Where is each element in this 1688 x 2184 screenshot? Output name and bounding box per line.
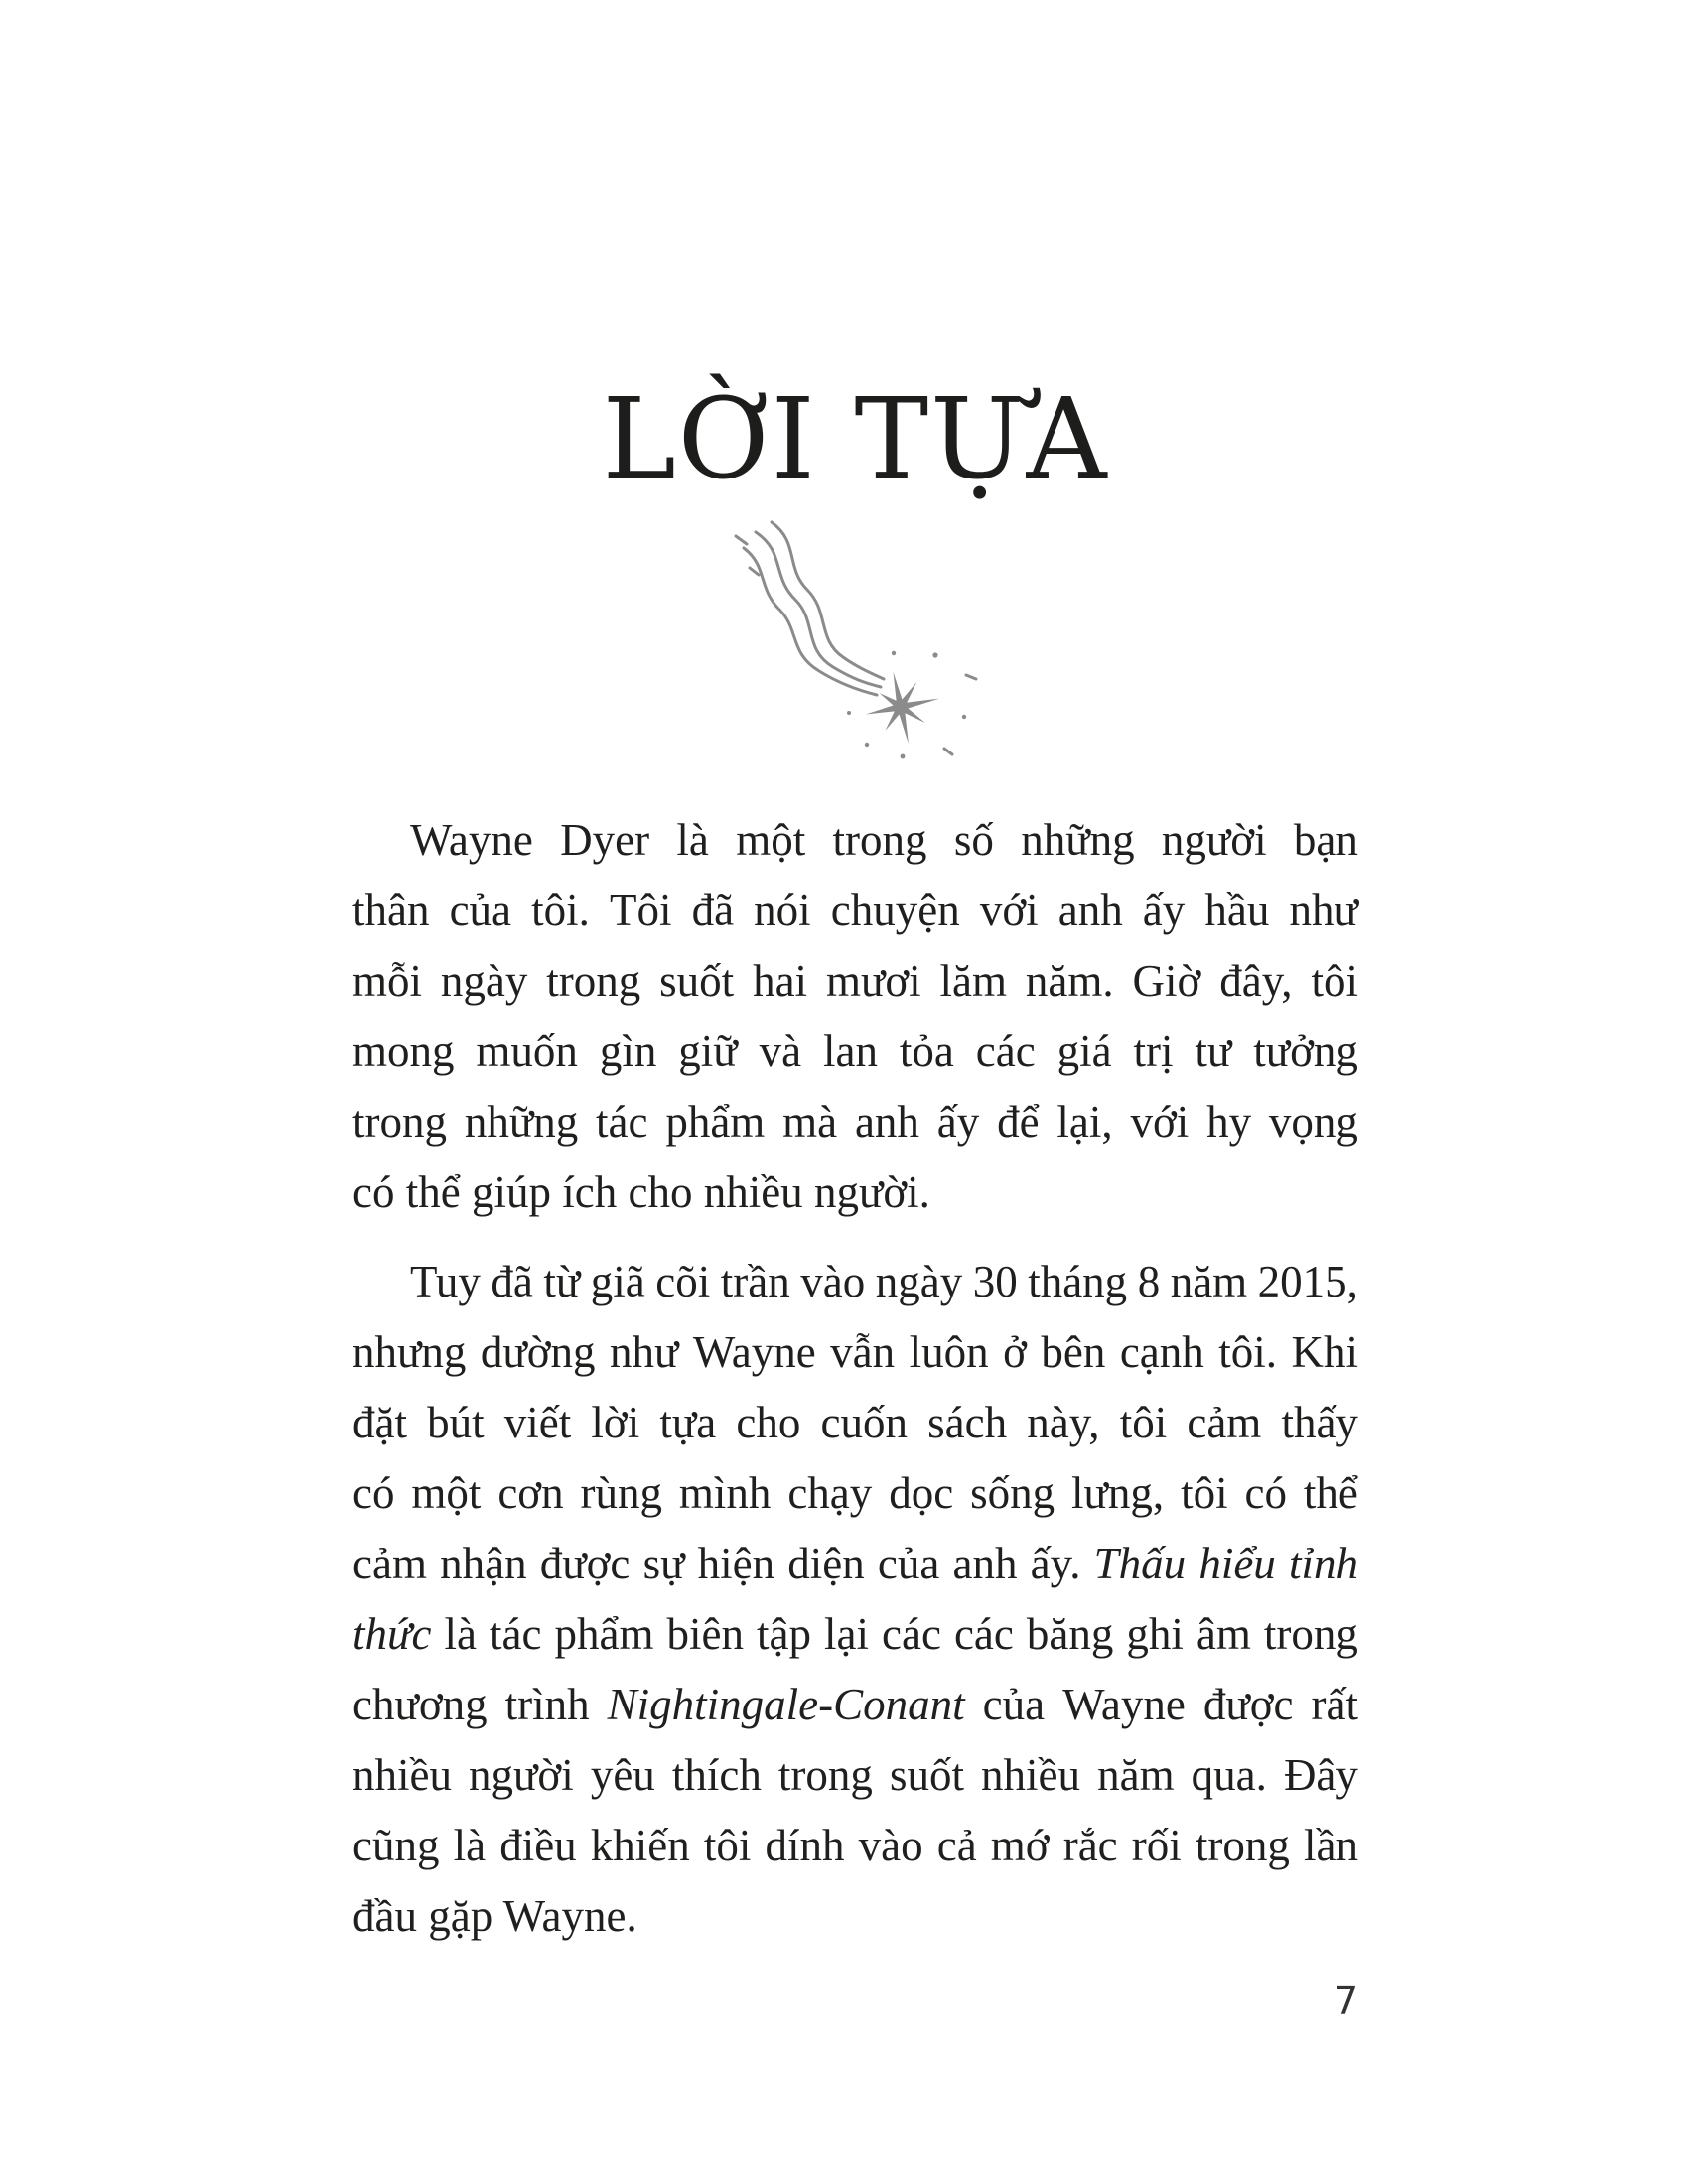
word: cho (736, 1398, 801, 1447)
text-line (352, 1529, 1358, 1599)
word: trong (546, 956, 641, 1006)
word: cạnh (1119, 1327, 1204, 1377)
word: lại (824, 1609, 869, 1659)
word: ích (562, 1167, 618, 1217)
word: qua. (1191, 1750, 1267, 1800)
word: rất (1311, 1680, 1358, 1729)
word: trong (1263, 1609, 1358, 1659)
word: diện (787, 1539, 865, 1588)
word: phẩm (554, 1609, 654, 1659)
word: tập (757, 1609, 811, 1659)
word: vọng (1268, 1097, 1358, 1147)
word: trong (777, 1750, 873, 1800)
star-sparkle-dot (932, 652, 937, 657)
word: bút (427, 1398, 485, 1447)
text-line (352, 1811, 1358, 1881)
word: Đây (1283, 1750, 1358, 1800)
word: với (979, 886, 1039, 935)
word: một (411, 1468, 482, 1518)
word: mươi (825, 956, 921, 1006)
word: trong (352, 1097, 447, 1147)
word: các (882, 1609, 941, 1659)
word: những (1021, 815, 1135, 865)
word: để (997, 1097, 1040, 1147)
star-sparkle-dot (900, 754, 905, 759)
word: cảm (1187, 1398, 1262, 1447)
word: nhiều (981, 1750, 1081, 1800)
word: thức (352, 1609, 432, 1659)
word: tôi. (531, 886, 590, 935)
text-line (352, 1087, 1358, 1158)
word: hai (753, 956, 808, 1006)
word: như (1289, 886, 1358, 935)
word: của (982, 1680, 1046, 1729)
shooting-star-svg (732, 518, 980, 761)
body-text (352, 805, 1358, 1952)
word: từ (543, 1257, 581, 1306)
word: dường (480, 1327, 596, 1377)
word: tỏa (899, 1026, 954, 1076)
word: Thấu (1093, 1539, 1187, 1588)
word: thân (352, 886, 430, 935)
word: ở (1003, 1327, 1027, 1377)
word: anh (854, 1097, 919, 1147)
word: Nightingale-Conant (607, 1680, 965, 1729)
word: Dyer (560, 815, 650, 865)
word: những (464, 1097, 579, 1147)
word: như (610, 1327, 679, 1377)
word: tôi (1181, 1468, 1228, 1518)
text-line (352, 1017, 1358, 1087)
text-line (352, 1881, 1358, 1952)
word: phẩm (665, 1097, 766, 1147)
word: Tôi (609, 886, 672, 935)
word: khiến (590, 1821, 690, 1870)
word: ấy (936, 1097, 980, 1147)
word: có (352, 1167, 395, 1217)
word: tháng (1028, 1257, 1128, 1306)
word: sống (970, 1468, 1055, 1518)
word: của (877, 1539, 940, 1588)
word: các (975, 1026, 1036, 1076)
star-burst (858, 663, 947, 751)
word: rắc (1062, 1821, 1118, 1870)
word: tựa (659, 1398, 717, 1447)
word: đã (491, 1257, 533, 1306)
word: ấy (1142, 886, 1186, 935)
text-line (352, 1158, 1358, 1228)
word: đã (691, 886, 735, 935)
word: cơn (497, 1468, 564, 1518)
word: thấy (1281, 1398, 1358, 1447)
star-sparkle-dot (847, 711, 851, 715)
word: giúp (471, 1167, 551, 1217)
word: hy (1206, 1097, 1252, 1147)
word: đặt (352, 1398, 407, 1447)
star-trail-line (744, 548, 877, 695)
word: vẫn (830, 1327, 896, 1377)
word: luôn (909, 1327, 989, 1377)
word: được (539, 1539, 631, 1588)
page-title: LỜI TỰA (602, 375, 1109, 504)
word: tỉnh (1288, 1539, 1358, 1588)
word: lăm (939, 956, 1008, 1006)
word: Giờ (1132, 956, 1201, 1006)
word: băng (1026, 1609, 1114, 1659)
word: có (1244, 1468, 1287, 1518)
word: suốt (659, 956, 735, 1006)
word: là (676, 815, 709, 865)
word: chuyện (830, 886, 960, 935)
word: Wayne. (502, 1891, 637, 1941)
word: 30 (972, 1257, 1018, 1306)
word: ấy. (1030, 1539, 1081, 1588)
text-line (352, 1599, 1358, 1670)
word: 2015, (1257, 1257, 1358, 1306)
word: vào (858, 1821, 923, 1870)
shooting-star-illustration (352, 518, 1358, 761)
word: trong (1195, 1821, 1290, 1870)
word: một (736, 815, 806, 865)
word: điều (499, 1821, 577, 1870)
star-sparkle-dash (944, 749, 952, 754)
word: suốt (889, 1750, 964, 1800)
word: bên (1041, 1327, 1106, 1377)
word: giữ (678, 1026, 738, 1076)
word: giá (1056, 1026, 1112, 1076)
word: các (953, 1609, 1014, 1659)
word: gìn (599, 1026, 657, 1076)
word: tôi (1119, 1398, 1168, 1447)
word: yêu (590, 1750, 655, 1800)
word: đầu (352, 1891, 417, 1941)
word: Wayne (410, 815, 533, 865)
word: lời (591, 1398, 640, 1447)
word: năm (1097, 1750, 1175, 1800)
word: mớ (990, 1821, 1050, 1870)
word: nhiều (352, 1750, 452, 1800)
word: tôi (703, 1821, 752, 1870)
word: và (759, 1026, 802, 1076)
word: chương (352, 1680, 488, 1729)
star-sparkle-dot (961, 715, 965, 719)
word: dính (765, 1821, 845, 1870)
page-content (352, 0, 1358, 2023)
word: nói (754, 886, 811, 935)
word: Khi (1291, 1327, 1358, 1377)
word: rùng (580, 1468, 662, 1518)
word: này, (1027, 1398, 1100, 1447)
word: cuốn (820, 1398, 908, 1447)
word: lan (822, 1026, 878, 1076)
word: cho (628, 1167, 693, 1217)
text-line (352, 1740, 1358, 1811)
word: viết (503, 1398, 572, 1447)
word: 8 (1137, 1257, 1161, 1306)
paragraph (352, 1247, 1358, 1952)
word: mình (678, 1468, 772, 1518)
word: trong (832, 815, 927, 865)
word: năm. (1025, 956, 1114, 1006)
word: anh (952, 1539, 1018, 1588)
word: Wayne (1062, 1680, 1186, 1729)
word: là (453, 1821, 487, 1870)
word: lưng, (1071, 1468, 1165, 1518)
word: tưởng (1253, 1026, 1358, 1076)
word: rối (1131, 1821, 1182, 1870)
word: cũng (352, 1821, 440, 1870)
text-line (352, 1458, 1358, 1529)
word: mỗi (352, 956, 423, 1006)
word: Tuy (410, 1257, 481, 1306)
star-trail-line (772, 522, 884, 679)
word: gặp (428, 1891, 493, 1941)
word: anh (1057, 886, 1123, 935)
word: nhưng (352, 1327, 467, 1377)
word: của (449, 886, 512, 935)
text-line (352, 946, 1358, 1017)
word: người (1161, 815, 1267, 865)
text-line (352, 1670, 1358, 1740)
word: ghi (1126, 1609, 1184, 1659)
word: tôi (1311, 956, 1358, 1006)
star-sparkle-dot (891, 651, 895, 655)
word: âm (1196, 1609, 1251, 1659)
text-line (352, 1388, 1358, 1458)
word: dọc (889, 1468, 954, 1518)
word: hầu (1204, 886, 1270, 935)
word: tác (596, 1097, 648, 1147)
word: ngày (875, 1257, 963, 1306)
word: lại, (1056, 1097, 1113, 1147)
word: người (469, 1750, 574, 1800)
word: sách (927, 1398, 1008, 1447)
word: cả (936, 1821, 977, 1870)
word: với (1130, 1097, 1190, 1147)
star-trail-dash (736, 536, 747, 544)
word: trình (504, 1680, 590, 1729)
word: tư (1195, 1026, 1232, 1076)
word: thể (405, 1167, 461, 1217)
word: ngày (440, 956, 528, 1006)
word: lần (1303, 1821, 1358, 1870)
word: tôi. (1218, 1327, 1278, 1377)
word: người. (813, 1167, 930, 1217)
page-number: 7 (1334, 1979, 1358, 2023)
word: hiện (697, 1539, 775, 1588)
word: cõi (655, 1257, 711, 1306)
word: trị (1133, 1026, 1174, 1076)
word: được (1202, 1680, 1294, 1729)
word: nhiều (703, 1167, 803, 1217)
word: vào (800, 1257, 866, 1306)
word: số (953, 815, 994, 865)
word: mà (782, 1097, 838, 1147)
word: nhận (440, 1539, 527, 1588)
word: đây, (1219, 956, 1293, 1006)
text-line (352, 1317, 1358, 1388)
word: trần (720, 1257, 790, 1306)
word: năm (1170, 1257, 1248, 1306)
word: sự (642, 1539, 685, 1588)
star-sparkle-dot (864, 743, 868, 747)
word: biên (666, 1609, 744, 1659)
star-sparkle-dash (966, 675, 976, 679)
word: hiểu (1198, 1539, 1276, 1588)
star-trail-dash (750, 568, 759, 575)
text-line (352, 1247, 1358, 1317)
word: Wayne (692, 1327, 816, 1377)
text-line (352, 805, 1358, 876)
word: cảm (352, 1539, 427, 1588)
word: là (444, 1609, 478, 1659)
word: muốn (476, 1026, 578, 1076)
word: bạn (1293, 815, 1358, 865)
word: thích (671, 1750, 762, 1800)
word: giã (590, 1257, 645, 1306)
word: chạy (787, 1468, 873, 1518)
word: tác (490, 1609, 542, 1659)
text-line (352, 876, 1358, 946)
paragraph (352, 805, 1358, 1228)
word: mong (352, 1026, 455, 1076)
word: có (352, 1468, 395, 1518)
word: thể (1303, 1468, 1358, 1518)
